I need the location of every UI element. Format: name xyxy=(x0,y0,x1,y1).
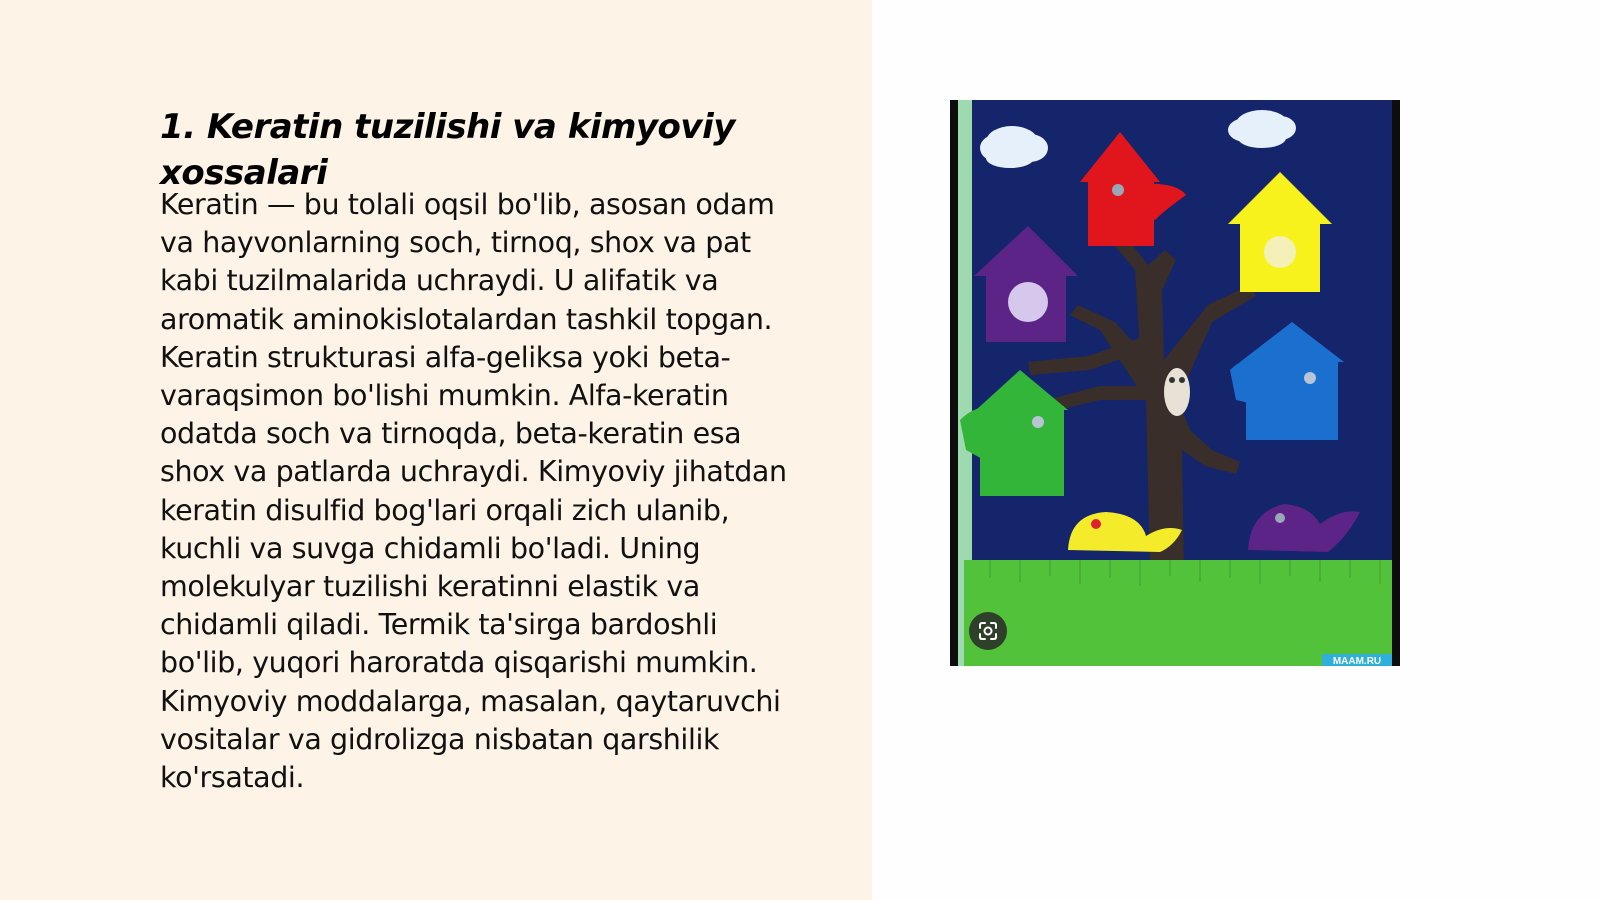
grass xyxy=(964,560,1392,666)
owl xyxy=(1164,368,1190,416)
image-search-icon xyxy=(977,620,999,642)
slide-body-text: Keratin — bu tolali oqsil bo'lib, asosan odam va hayvonlarning soch, tirnoq, shox va pat kabi tuzilmalarida uchraydi. U alifatik va aromatik aminokislotalardan tashkil topgan. Keratin strukturasi alfa-geliksa yoki beta- varaqsimon bo'lishi mumkin. Alfa-keratin odatda soch va tirnoqda, beta-keratin esa shox va patlarda uchraydi. Kimyoviy jihatdan keratin disulfid bog'lari orqali zich ulanib, kuchli va suvga chidamli bo'ladi. Uning molekulyar tuzilishi keratinni elastik va chidamli qiladi. Termik ta'sirga bardoshli bo'lib, yuqori haroratda qisqarishi mumkin. Kimyoviy moddalarga, masalan, qaytaruvchi vositalar va gidrolizga nisbatan qarshilik ko'rsatadi. xyxy=(160,188,787,795)
felt-tree-birdhouses-image xyxy=(950,100,1400,666)
image-search-button[interactable] xyxy=(969,612,1007,650)
watermark-text: MAAM.RU xyxy=(1332,656,1382,666)
slide-title: 1. Keratin tuzilishi va kimyoviy xossalari xyxy=(160,107,735,193)
